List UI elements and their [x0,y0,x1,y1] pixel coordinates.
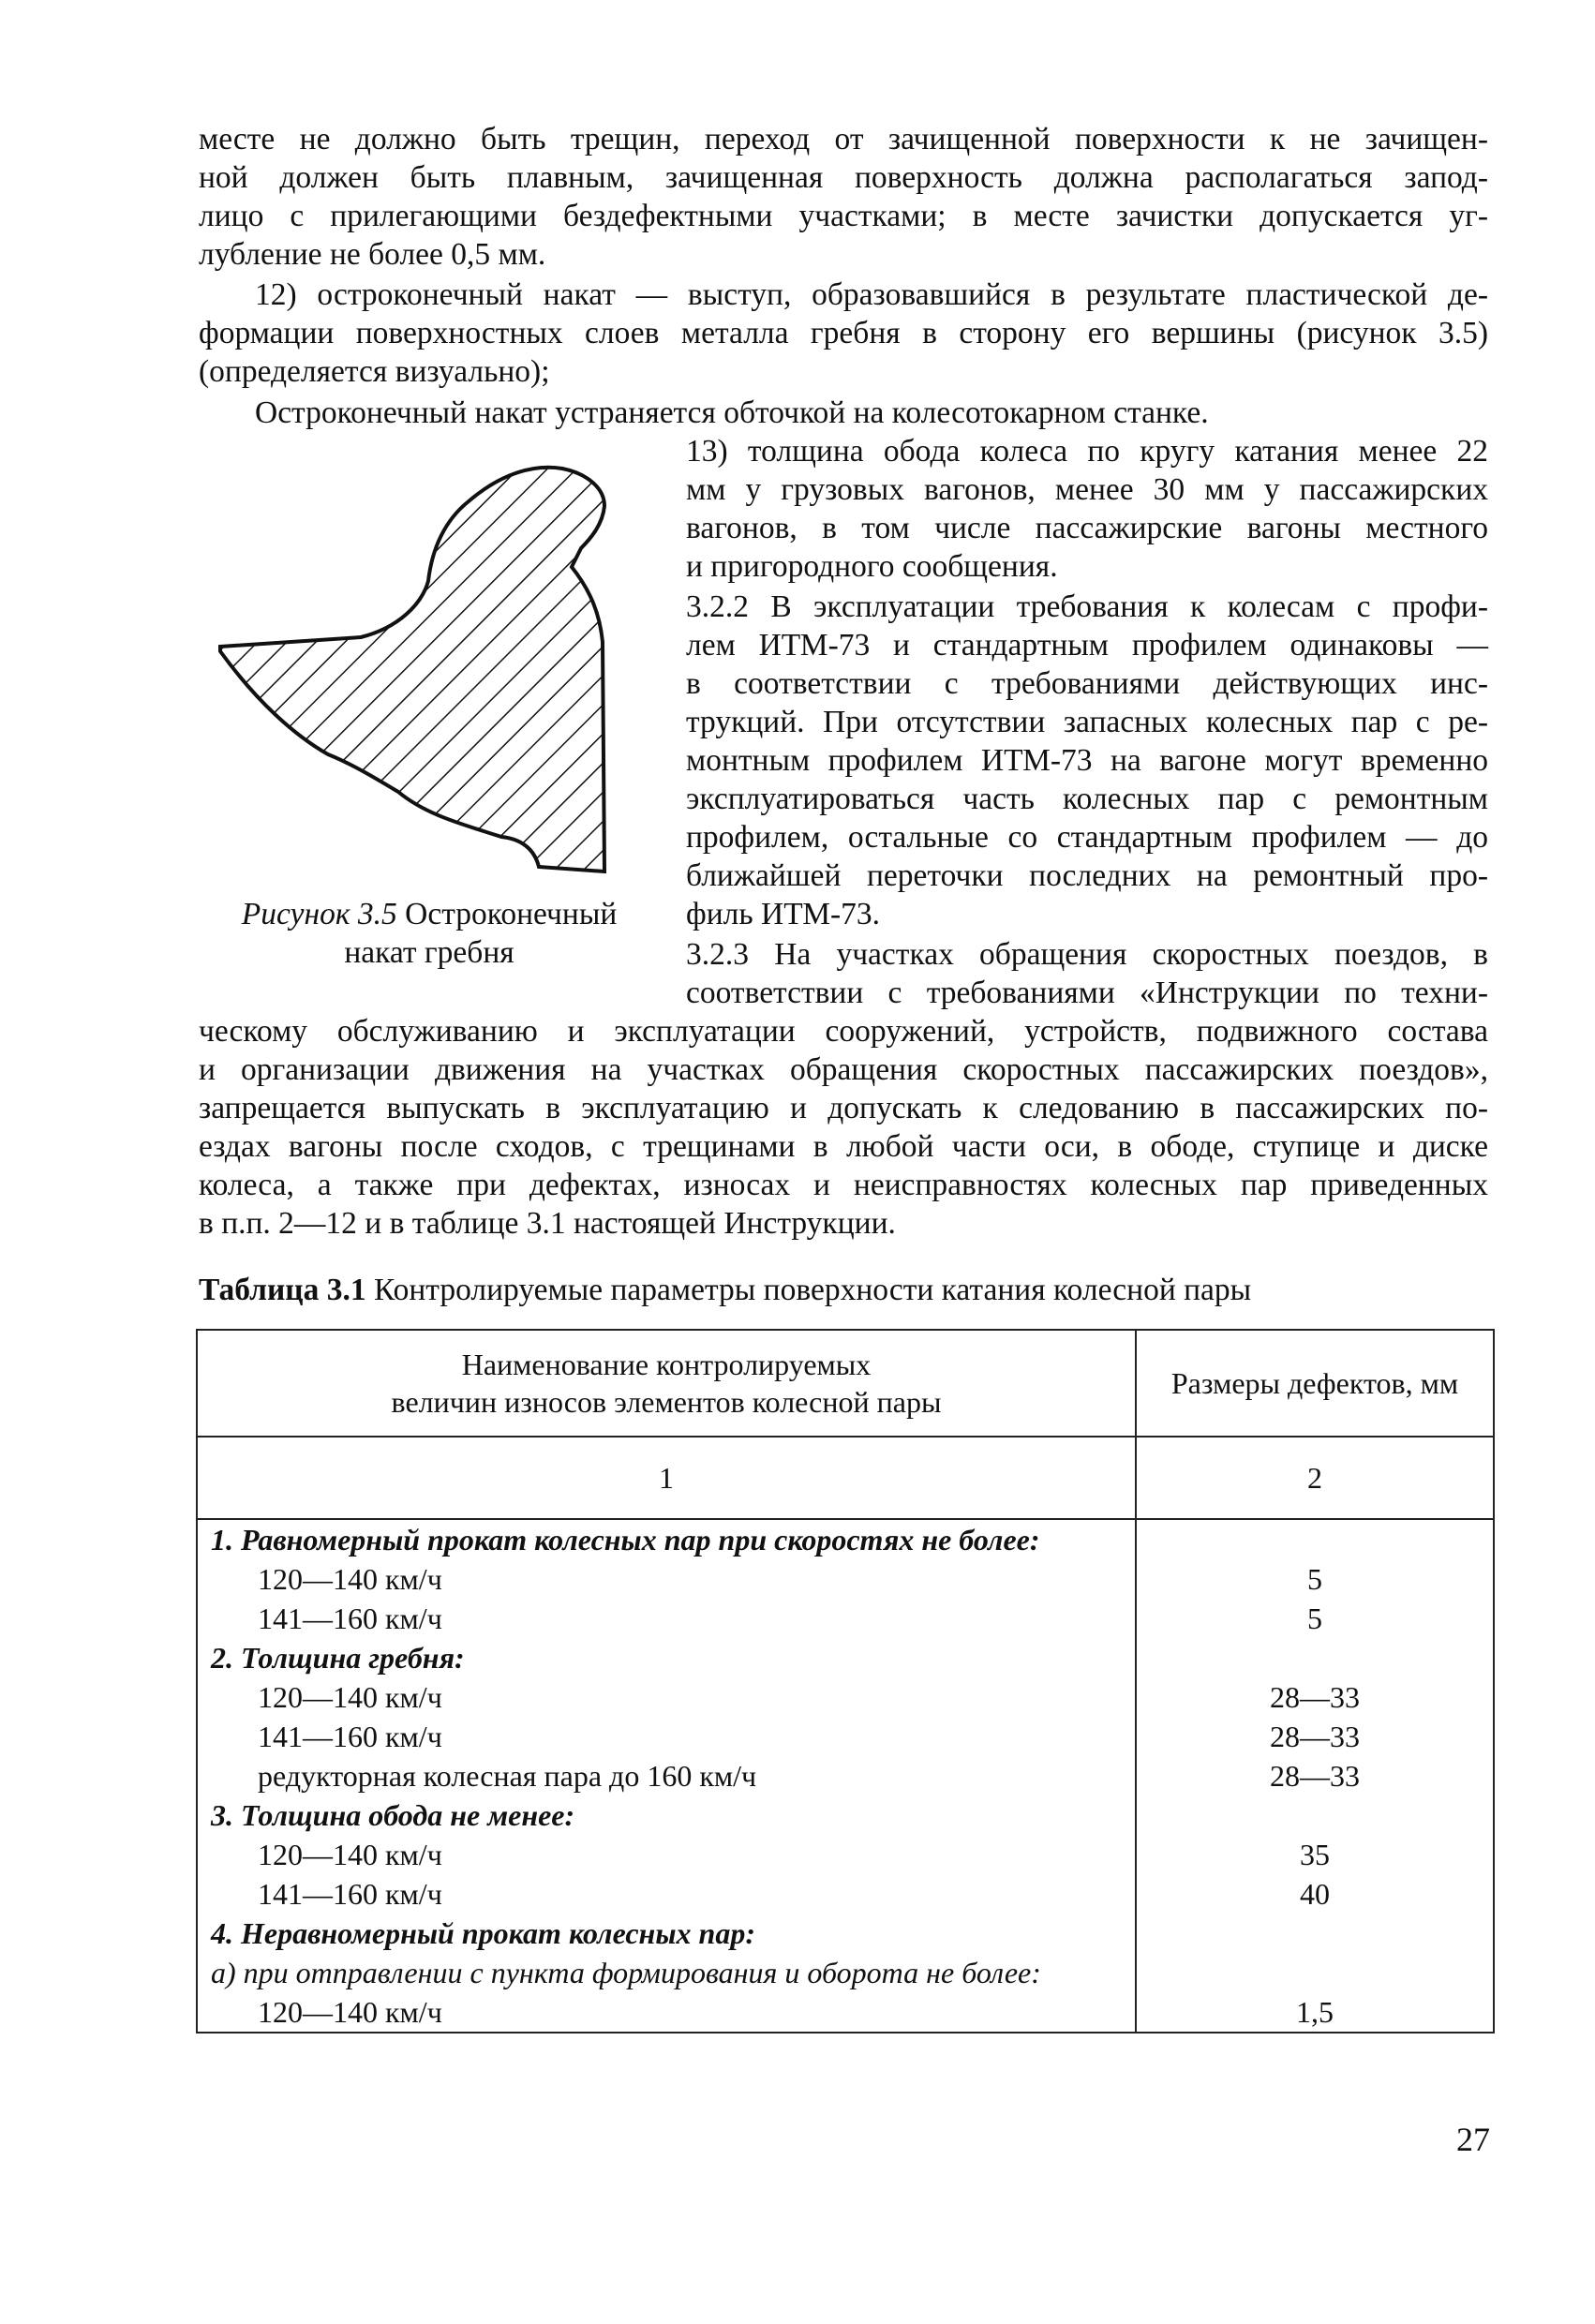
header-col1-line2: величин износов элементов колесной пары [391,1385,942,1419]
body-line: ближайшей переточки последних на ремонтный про- [686,858,1488,893]
body-line: 12) остроконечный накат — выступ, образовавшийся в результате пластической де- [255,277,1488,312]
figure-caption [204,895,654,972]
table-header-row [197,1330,1494,1437]
body-line: соответствии с требованиями «Инструкции по техни- [686,976,1488,1010]
body-line: 13) толщина обода колеса по кругу катания менее 22 [686,434,1488,469]
table-value: 5 [1307,1562,1322,1596]
table-value: 5 [1307,1601,1322,1635]
body-line: лем ИТМ-73 и стандартным профилем одинаковы — [686,628,1488,663]
body-line: и пригородного сообщения. [686,549,1058,584]
body-line: в п.п. 2—12 и в таблице 3.1 настоящей Инструкции. [199,1206,896,1241]
table-value: 40 [1300,1877,1330,1911]
header-col2: Размеры дефектов, мм [1136,1330,1494,1437]
body-line: запрещается выпускать в эксплуатацию и допускать к следованию в пассажирских по- [199,1091,1488,1125]
body-line: лубление не более 0,5 мм. [199,237,546,272]
table-item: 120—140 км/ч [258,1680,442,1714]
table-value: 28—33 [1270,1720,1360,1753]
parameter-names [197,1519,1136,2033]
body-line: лицо с прилегающими бездефектными участками; в месте зачистки допускается уг- [199,199,1488,233]
table-value: 28—33 [1270,1759,1360,1793]
figure-number: Рисунок 3.5 [241,897,397,931]
column-number: 2 [1136,1437,1494,1519]
table-category: 3. Толщина обода не менее: [211,1798,575,1832]
page-number: 27 [1456,2121,1490,2158]
body-line: 3.2.2 В эксплуатации требования к колесам с профи- [686,589,1488,624]
defect-values [1136,1519,1494,2033]
table-item: редукторная колесная пара до 160 км/ч [258,1759,757,1793]
table-value [1137,1638,1493,1677]
column-number-row [197,1437,1494,1519]
table-value [1137,1953,1493,1992]
table-item: 120—140 км/ч [258,1995,442,2029]
figure-title-line2: накат гребня [344,935,514,970]
table-value [1137,1520,1493,1559]
body-line: монтным профилем ИТМ-73 на вагоне могут временно [686,743,1488,778]
body-line: и организации движения на участках обращения скоростных пассажирских поездов», [199,1052,1488,1087]
figure-title: Остроконечный [405,897,618,931]
table-value [1137,1795,1493,1835]
table-item: 120—140 км/ч [258,1838,442,1871]
table-category: 1. Равномерный прокат колесных пар при скоростях не более: [211,1523,1040,1557]
body-line: мм у грузовых вагонов, менее 30 мм у пассажирских [686,472,1488,507]
body-line: эксплуатироваться часть колесных пар с ремонтным [686,782,1488,816]
body-line: колеса, а также при дефектах, износах и неисправностях колесных пар приведенных [199,1168,1488,1202]
table-item: 141—160 км/ч [258,1601,442,1635]
table-body-row [197,1519,1494,2033]
body-line: вагонов, в том числе пассажирские вагоны местного [686,511,1488,545]
table-value [1137,1914,1493,1953]
header-col1-line1: Наименование контролируемых [461,1348,872,1381]
table-item: 120—140 км/ч [258,1562,442,1596]
body-line: формации поверхностных слоев металла гребня в сторону его вершины (рисунок 3.5) [199,316,1488,350]
header-col1 [197,1330,1136,1437]
table-title [199,1271,1417,1309]
table-caption-text: Контролируемые параметры поверхности катания колесной пары [373,1273,1252,1307]
body-line: 3.2.3 На участках обращения скоростных поездов, в [686,937,1488,972]
body-line: филь ИТМ-73. [686,897,881,931]
table-label: Таблица 3.1 [199,1273,366,1307]
table-category: 2. Толщина гребня: [211,1641,465,1675]
figure-flange-profile [211,454,651,895]
table-value: 1,5 [1296,1995,1334,2029]
body-line: Остроконечный накат устраняется обточкой на колесотокарном станке. [255,395,1209,430]
table-item: 141—160 км/ч [258,1720,442,1753]
body-line: в соответствии с требованиями действующих инс- [686,666,1488,701]
column-number: 1 [197,1437,1136,1519]
table-subcategory: а) при отправлении с пункта формирования и оборота не более: [211,1956,1041,1989]
body-line: трукций. При отсутствии запасных колесных пар с ре- [686,705,1488,739]
table-item: 141—160 км/ч [258,1877,442,1911]
table-value: 28—33 [1270,1680,1360,1714]
body-line: месте не должно быть трещин, переход от зачищенной поверхности к не зачищен- [199,122,1488,156]
table-category: 4. Неравномерный прокат колесных пар: [211,1916,755,1950]
body-line: ездах вагоны после сходов, с трещинами в любой части оси, в ободе, ступице и диске [199,1129,1488,1164]
body-line: профилем, остальные со стандартным профилем — до [686,820,1488,855]
defects-table [196,1329,1495,2034]
flange-drawing [211,454,651,895]
body-line: ной должен быть плавным, зачищенная поверхность должна располагаться запод- [199,160,1488,195]
body-line: (определяется визуально); [199,354,550,389]
body-line: ческому обслуживанию и эксплуатации сооружений, устройств, подвижного состава [199,1014,1488,1049]
table-value: 35 [1300,1838,1330,1871]
